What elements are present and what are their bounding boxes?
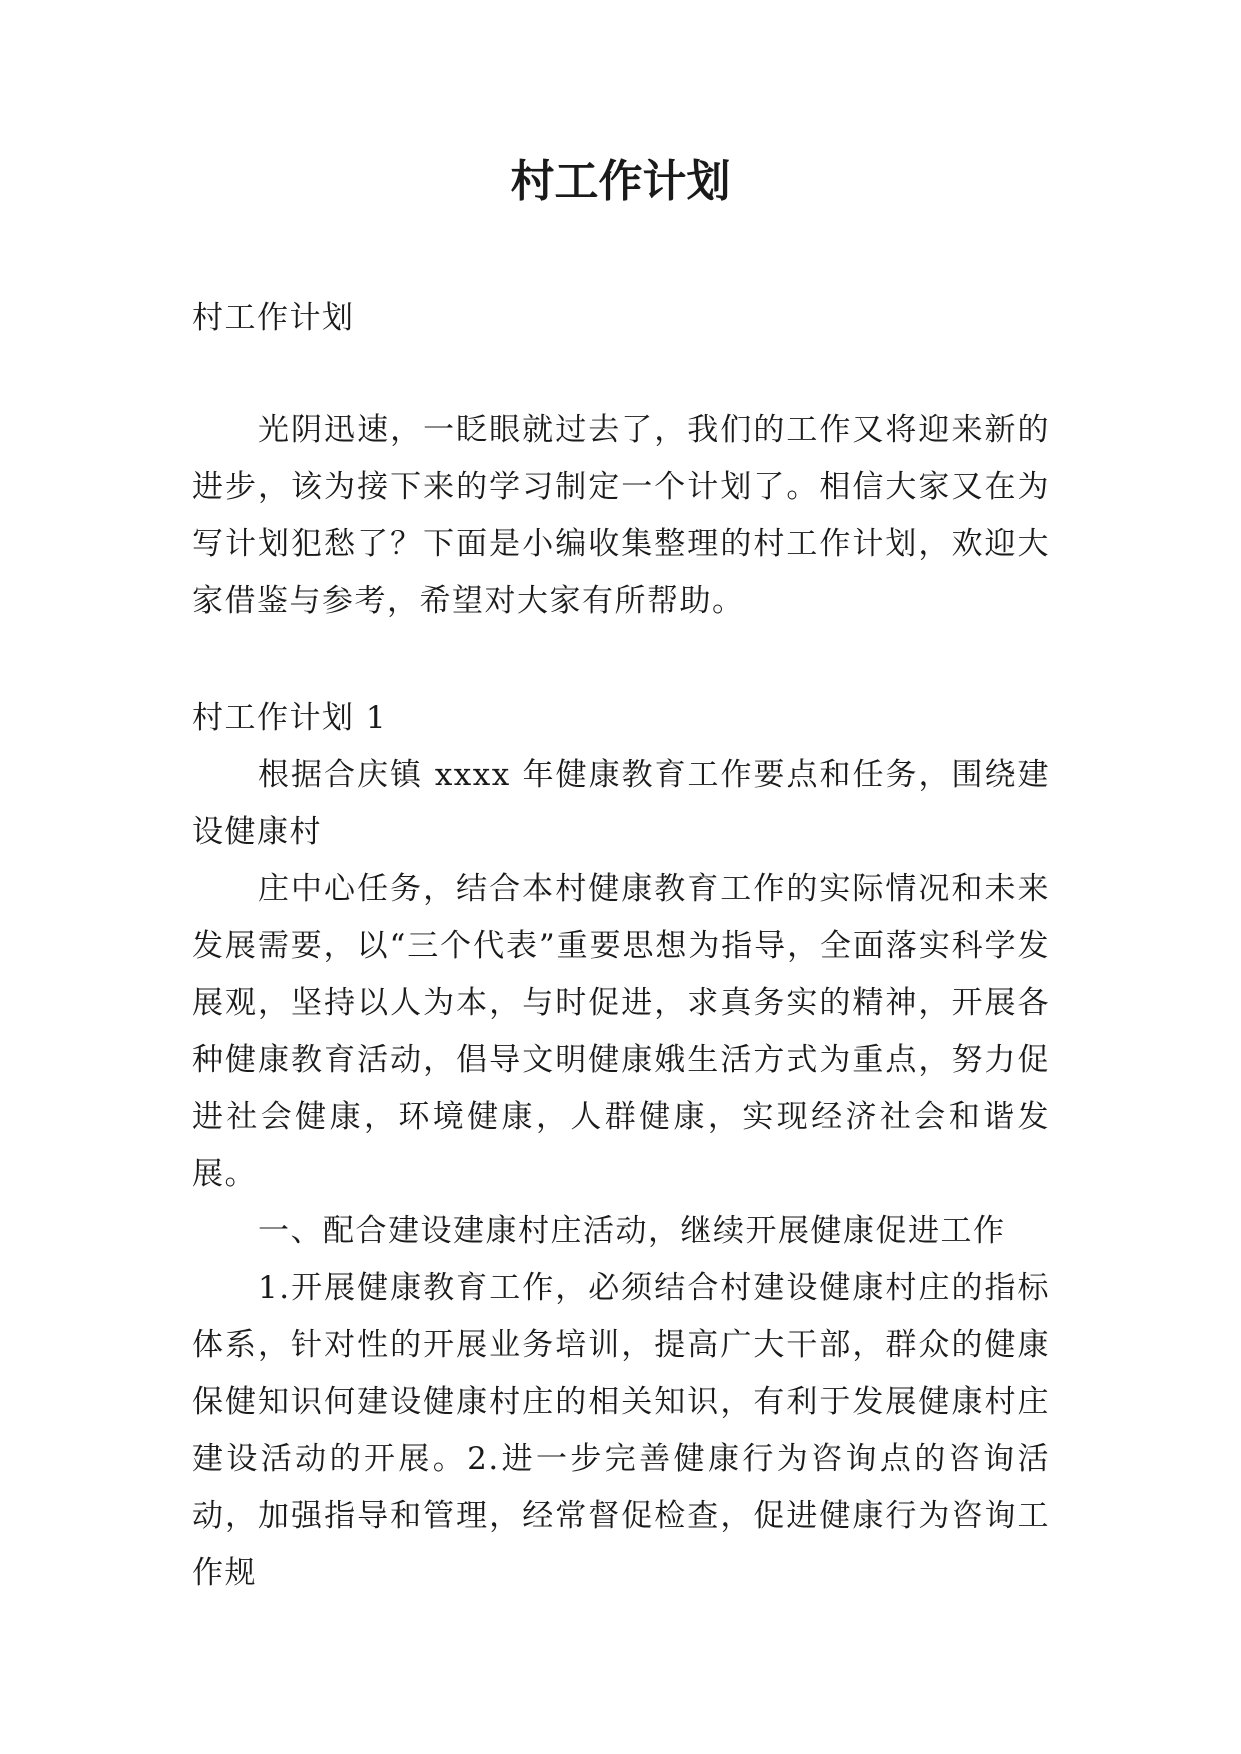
- paragraph-3: 一、配合建设建康村庄活动，继续开展健康促进工作: [258, 1213, 1006, 1249]
- paragraph-2: 庄中心任务，结合本村健康教育工作的实际情况和未来发展需要，以“三个代表”重要思想为指导，全面落实科学发展观，坚持以人为本，与时促进，求真务实的精神，开展各种健康教育活动，倡导文明健康娥生活方式为重点，努力促进社会健康，环境健康，人群健康，实现经济社会和谐发展。: [192, 871, 1050, 1192]
- paragraph-1: 根据合庆镇 xxxx 年健康教育工作要点和任务，围绕建设健康村: [192, 757, 1050, 850]
- document-body: [192, 290, 1050, 1602]
- document-title: 村工作计划: [510, 156, 731, 207]
- intro-paragraph: 光阴迅速，一眨眼就过去了，我们的工作又将迎来新的进步，该为接下来的学习制定一个计划了。相信大家又在为写计划犯愁了？下面是小编收集整理的村工作计划，欢迎大家借鉴与参考，希望对大家有所帮助。: [192, 412, 1050, 619]
- paragraph-4: 1.开展健康教育工作，必须结合村建设健康村庄的指标体系，针对性的开展业务培训，提高广大干部，群众的健康保健知识何建设健康村庄的相关知识，有利于发展健康村庄建设活动的开展。2.进一步完善健康行为咨询点的咨询活动，加强指导和管理，经常督促检查，促进健康行为咨询工作规: [192, 1270, 1050, 1591]
- section-heading: 村工作计划 1: [192, 700, 388, 736]
- subtitle: 村工作计划: [192, 300, 355, 336]
